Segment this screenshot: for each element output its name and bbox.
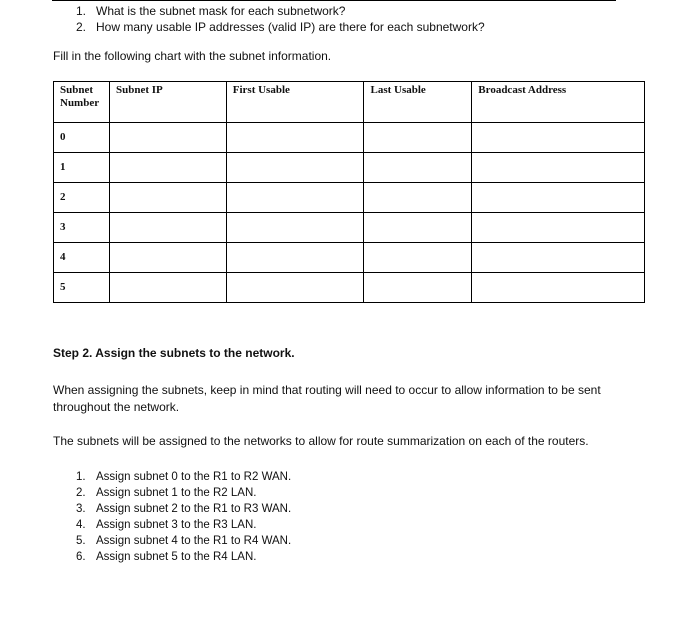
subnet-number-cell: 4: [54, 243, 110, 273]
table-row: [54, 183, 645, 213]
list-item: [76, 469, 291, 485]
table-row: [54, 153, 645, 183]
list-number: 2.: [76, 487, 86, 499]
table-row: [54, 123, 645, 153]
subnet-ip-cell[interactable]: [109, 183, 226, 213]
subnet-number-cell: 2: [54, 183, 110, 213]
question-item: [76, 19, 485, 35]
list-text: Assign subnet 1 to the R2 LAN.: [96, 487, 257, 499]
list-item: [76, 517, 291, 533]
broadcast-address-cell[interactable]: [472, 153, 645, 183]
subnet-ip-cell[interactable]: [109, 243, 226, 273]
first-usable-cell[interactable]: [226, 273, 364, 303]
first-usable-cell[interactable]: [226, 183, 364, 213]
list-text: Assign subnet 2 to the R1 to R3 WAN.: [96, 503, 292, 515]
last-usable-cell[interactable]: [364, 243, 472, 273]
subnet-number-cell: 0: [54, 123, 110, 153]
last-usable-cell[interactable]: [364, 213, 472, 243]
question-number: 2.: [76, 20, 87, 34]
list-item: [76, 533, 291, 549]
last-usable-cell[interactable]: [364, 153, 472, 183]
subnet-table: [53, 81, 645, 303]
broadcast-address-cell[interactable]: [472, 273, 645, 303]
list-item: [76, 549, 291, 565]
step-2-title: Step 2. Assign the subnets to the network.: [53, 346, 295, 360]
subnet-number-cell: 3: [54, 213, 110, 243]
question-text: How many usable IP addresses (valid IP) are there for each subnetwork?: [96, 20, 485, 34]
header-last-usable: Last Usable: [364, 82, 472, 123]
table-row: [54, 273, 645, 303]
list-number: 6.: [76, 551, 86, 563]
table-row: [54, 243, 645, 273]
subnet-ip-cell[interactable]: [109, 123, 226, 153]
subnet-number-cell: 5: [54, 273, 110, 303]
last-usable-cell[interactable]: [364, 183, 472, 213]
list-item: [76, 485, 291, 501]
assign-note: When assigning the subnets, keep in mind that routing will need to occur to allow information to be sent throughout the network.: [53, 383, 601, 414]
broadcast-address-cell[interactable]: [472, 213, 645, 243]
question-text: What is the subnet mask for each subnetwork?: [96, 4, 346, 18]
list-number: 1.: [76, 471, 86, 483]
list-text: Assign subnet 5 to the R4 LAN.: [96, 551, 257, 563]
list-text: Assign subnet 4 to the R1 to R4 WAN.: [96, 535, 292, 547]
broadcast-address-cell[interactable]: [472, 183, 645, 213]
subnet-ip-cell[interactable]: [109, 273, 226, 303]
list-item: [76, 501, 291, 517]
question-item: [76, 3, 485, 19]
first-usable-cell[interactable]: [226, 243, 364, 273]
list-number: 4.: [76, 519, 86, 531]
fill-instruction: Fill in the following chart with the subnet information.: [53, 49, 332, 63]
header-broadcast-address: Broadcast Address: [472, 82, 645, 123]
first-usable-cell[interactable]: [226, 153, 364, 183]
header-subnet-number: Subnet Number: [54, 82, 110, 123]
table-header-row: [54, 82, 645, 123]
last-usable-cell[interactable]: [364, 273, 472, 303]
subnet-ip-cell[interactable]: [109, 213, 226, 243]
list-number: 3.: [76, 503, 86, 515]
list-text: Assign subnet 0 to the R1 to R2 WAN.: [96, 471, 292, 483]
broadcast-address-cell[interactable]: [472, 243, 645, 273]
top-rule: [52, 0, 616, 1]
header-first-usable: First Usable: [226, 82, 364, 123]
broadcast-address-cell[interactable]: [472, 123, 645, 153]
assignment-list: [76, 469, 291, 565]
last-usable-cell[interactable]: [364, 123, 472, 153]
header-subnet-ip: Subnet IP: [109, 82, 226, 123]
first-usable-cell[interactable]: [226, 123, 364, 153]
table-row: [54, 213, 645, 243]
list-text: Assign subnet 3 to the R3 LAN.: [96, 519, 257, 531]
subnet-ip-cell[interactable]: [109, 153, 226, 183]
question-number: 1.: [76, 4, 87, 18]
subnet-number-cell: 1: [54, 153, 110, 183]
summarization-note: The subnets will be assigned to the networks to allow for route summarization on each of the routers.: [53, 434, 589, 448]
list-number: 5.: [76, 535, 86, 547]
first-usable-cell[interactable]: [226, 213, 364, 243]
question-list: [76, 3, 485, 35]
